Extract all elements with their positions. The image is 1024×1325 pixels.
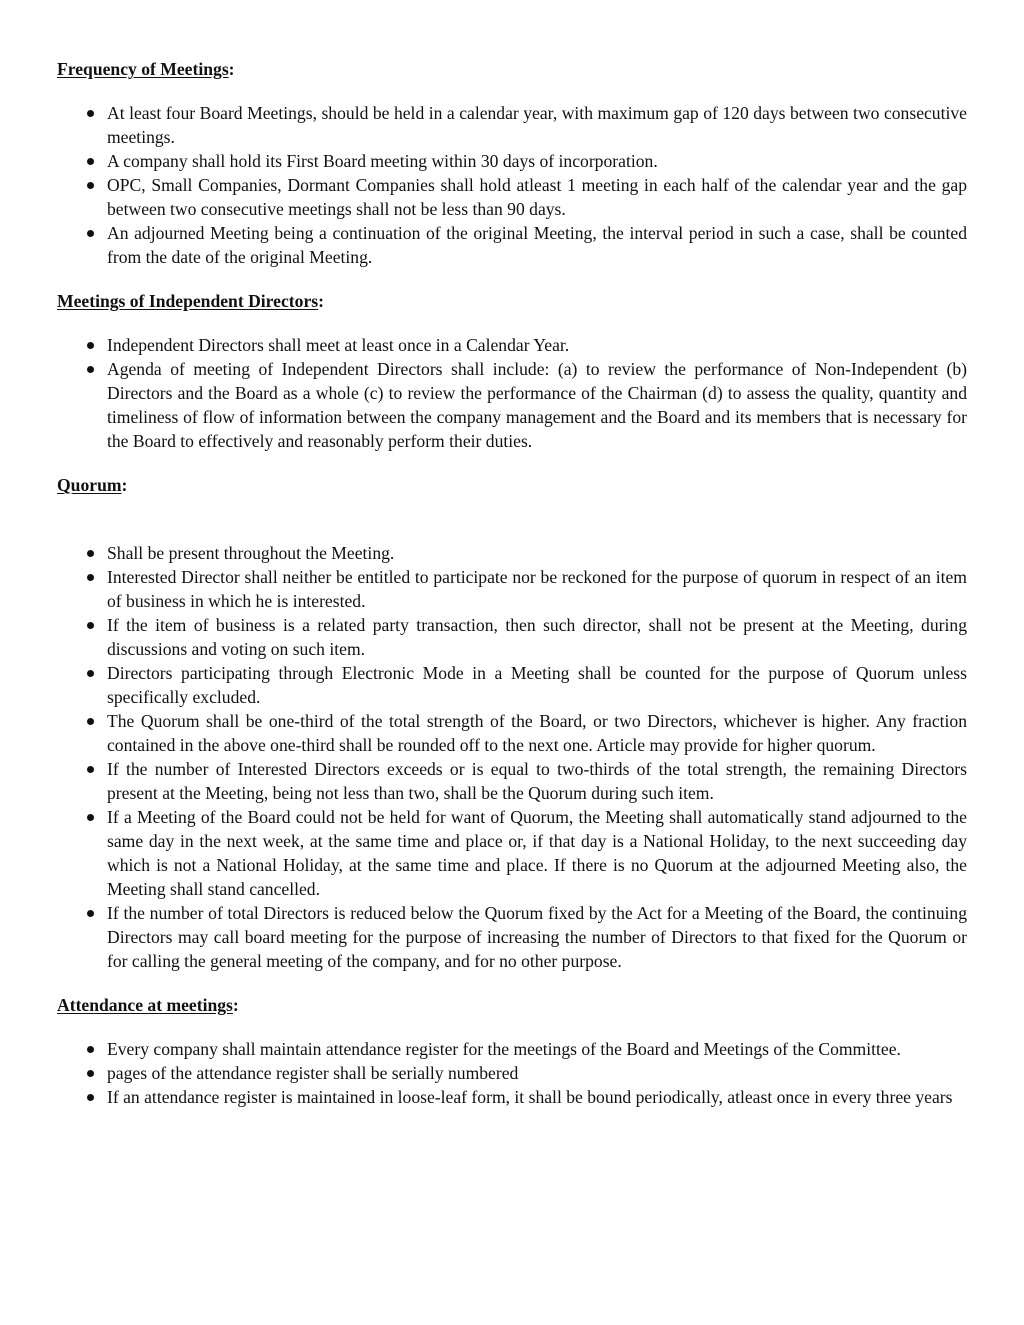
bullet-icon [87,342,94,349]
list-item-text: If a Meeting of the Board could not be held for want of Quorum, the Meeting shall automatically stand adjourned to the same day in the next week, at the same time and place or, if that day is a National Holiday, to the next succeeding day which is not a National Holiday, at the same time and place. If there is no Quorum at the adjourned Meeting also, the Meeting shall stand cancelled. [107,807,967,899]
bullet-icon [87,230,94,237]
bullet-icon [87,718,94,725]
list-item-text: Every company shall maintain attendance register for the meetings of the Board and Meetings of the Committee. [107,1039,901,1059]
list-item [107,757,967,805]
section-heading-frequency [57,57,967,81]
list-item [107,541,967,565]
list-item [107,805,967,901]
attendance-list [57,1037,967,1109]
bullet-icon [87,550,94,557]
bullet-icon [87,110,94,117]
bullet-icon [87,622,94,629]
bullet-icon [87,1046,94,1053]
list-item-text: Directors participating through Electronic Mode in a Meeting shall be counted for the purpose of Quorum unless specifically excluded. [107,663,967,707]
list-item-text: An adjourned Meeting being a continuation of the original Meeting, the interval period in such a case, shall be counted from the date of the original Meeting. [107,223,967,267]
list-item-text: pages of the attendance register shall be serially numbered [107,1063,519,1083]
heading-text: Meetings of Independent Directors [57,291,319,311]
independent-directors-list [57,333,967,453]
bullet-icon [87,158,94,165]
list-item [107,333,967,357]
heading-colon: : [318,291,324,311]
list-item [107,1037,967,1061]
bullet-icon [87,814,94,821]
bullet-icon [87,766,94,773]
bullet-icon [87,910,94,917]
bullet-icon [87,182,94,189]
list-item [107,101,967,149]
bullet-icon [87,366,94,373]
list-item [107,357,967,453]
list-item [107,1085,967,1109]
list-item [107,221,967,269]
list-item [107,613,967,661]
list-item [107,1061,967,1085]
heading-colon: : [228,59,235,79]
list-item-text: If the number of total Directors is reduced below the Quorum fixed by the Act for a Meeting of the Board, the continuing Directors may call board meeting for the purpose of increasing the number of Directors to that fixed for the Quorum or for calling the general meeting of the company, and for no other purpose. [107,903,967,971]
section-heading-quorum [57,473,967,497]
list-item-text: If an attendance register is maintained in loose-leaf form, it shall be bound periodically, atleast once in every three years [107,1087,953,1107]
list-item-text: The Quorum shall be one-third of the total strength of the Board, or two Directors, whichever is higher. Any fraction contained in the above one-third shall be rounded off to the next one. Article may provide for higher quorum. [107,711,967,755]
list-item-text: OPC, Small Companies, Dormant Companies shall hold atleast 1 meeting in each half of the calendar year and the gap between two consecutive meetings shall not be less than 90 days. [107,175,967,219]
list-item-text: At least four Board Meetings, should be held in a calendar year, with maximum gap of 120 days between two consecutive meetings. [107,103,967,147]
bullet-icon [87,670,94,677]
list-item [107,709,967,757]
section-heading-independent-directors [57,289,967,313]
list-item-text: Shall be present throughout the Meeting. [107,543,395,563]
frequency-list [57,101,967,269]
quorum-list [57,541,967,973]
section-heading-attendance [57,993,967,1017]
list-item-text: If the number of Interested Directors exceeds or is equal to two-thirds of the total strength, the remaining Directors present at the Meeting, being not less than two, shall be the Quorum during such item. [107,759,967,803]
heading-text: Attendance at meetings [57,995,233,1015]
list-item [107,901,967,973]
list-item-text: Interested Director shall neither be entitled to participate nor be reckoned for the purpose of quorum in respect of an item of business in which he is interested. [107,567,967,611]
heading-text: Frequency of Meetings [57,59,229,79]
bullet-icon [87,1070,94,1077]
list-item [107,661,967,709]
list-item-text: If the item of business is a related party transaction, then such director, shall not be present at the Meeting, during discussions and voting on such item. [107,615,967,659]
document-page [57,57,967,1129]
list-item [107,149,967,173]
list-item [107,173,967,221]
heading-colon: : [121,475,128,495]
list-item-text: A company shall hold its First Board meeting within 30 days of incorporation. [107,151,658,171]
list-item-text: Agenda of meeting of Independent Directors shall include: (a) to review the performance of Non-Independent (b) Directors and the Board as a whole (c) to review the performance of the Chairman (d) to assess the quality, quantity and timeliness of flow of information between the company management and the Board and its members that is necessary for the Board to effectively and reasonably perform their duties. [107,359,967,451]
heading-colon: : [232,995,239,1015]
list-item [107,565,967,613]
bullet-icon [87,574,94,581]
bullet-icon [87,1094,94,1101]
heading-text: Quorum [57,475,122,495]
list-item-text: Independent Directors shall meet at least once in a Calendar Year. [107,335,570,355]
